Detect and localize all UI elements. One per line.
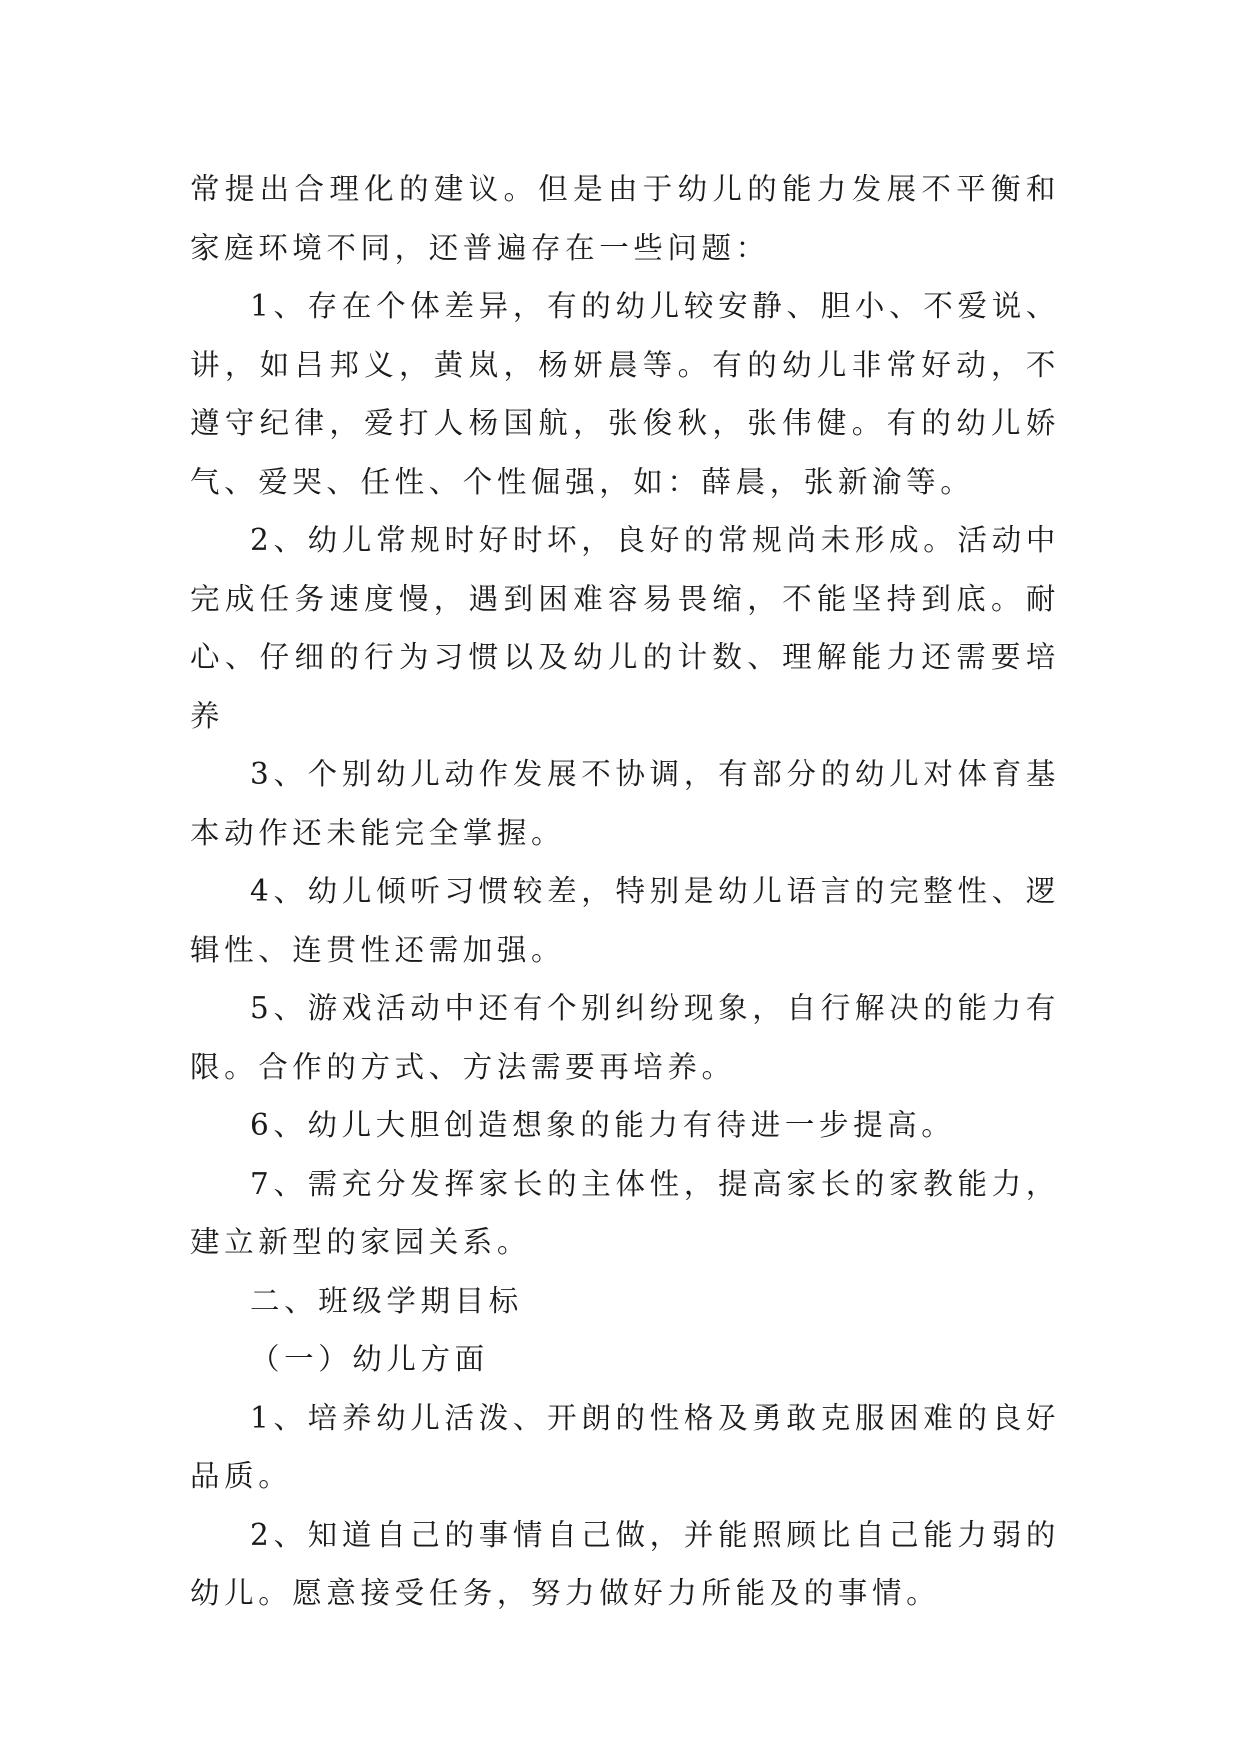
paragraph-issue-4: 4、幼儿倾听习惯较差，特别是幼儿语言的完整性、逻辑性、连贯性还需加强。: [190, 874, 1060, 967]
paragraph-issue-3: 3、个别幼儿动作发展不协调，有部分的幼儿对体育基本动作还未能完全掌握。: [190, 757, 1060, 850]
paragraph-issue-6: 6、幼儿大胆创造想象的能力有待进一步提高。: [250, 1108, 956, 1142]
paragraph-intro-continuation: 常提出合理化的建议。但是由于幼儿的能力发展不平衡和家庭环境不同，还普遍存在一些问题：: [190, 172, 1060, 265]
paragraph-issue-1: 1、存在个体差异，有的幼儿较安静、胆小、不爱说、讲，如吕邦义，黄岚，杨妍晨等。有的幼儿非常好动，不遵守纪律，爱打人杨国航，张俊秋，张伟健。有的幼儿娇气、爱哭、任性、个性倔强，如：薛晨，张新渝等。: [190, 289, 1060, 499]
section-heading-goals: 二、班级学期目标: [250, 1283, 523, 1318]
paragraph-goal-1: 1、培养幼儿活泼、开朗的性格及勇敢克服困难的良好品质。: [190, 1400, 1060, 1493]
paragraph-issue-7: 7、需充分发挥家长的主体性，提高家长的家教能力，建立新型的家园关系。: [190, 1166, 1060, 1259]
paragraph-goal-2: 2、知道自己的事情自己做，并能照顾比自己能力弱的幼儿。愿意接受任务，努力做好力所能及的事情。: [190, 1517, 1060, 1610]
paragraph-issue-5: 5、游戏活动中还有个别纠纷现象，自行解决的能力有限。合作的方式、方法需要再培养。: [190, 991, 1060, 1084]
paragraph-issue-2: 2、幼儿常规时好时坏，良好的常规尚未形成。活动中完成任务速度慢，遇到困难容易畏缩，不能坚持到底。耐心、仔细的行为习惯以及幼儿的计数、理解能力还需要培养: [190, 523, 1060, 733]
subsection-heading-children: （一）幼儿方面: [250, 1342, 489, 1376]
document-body: [190, 160, 1060, 1623]
